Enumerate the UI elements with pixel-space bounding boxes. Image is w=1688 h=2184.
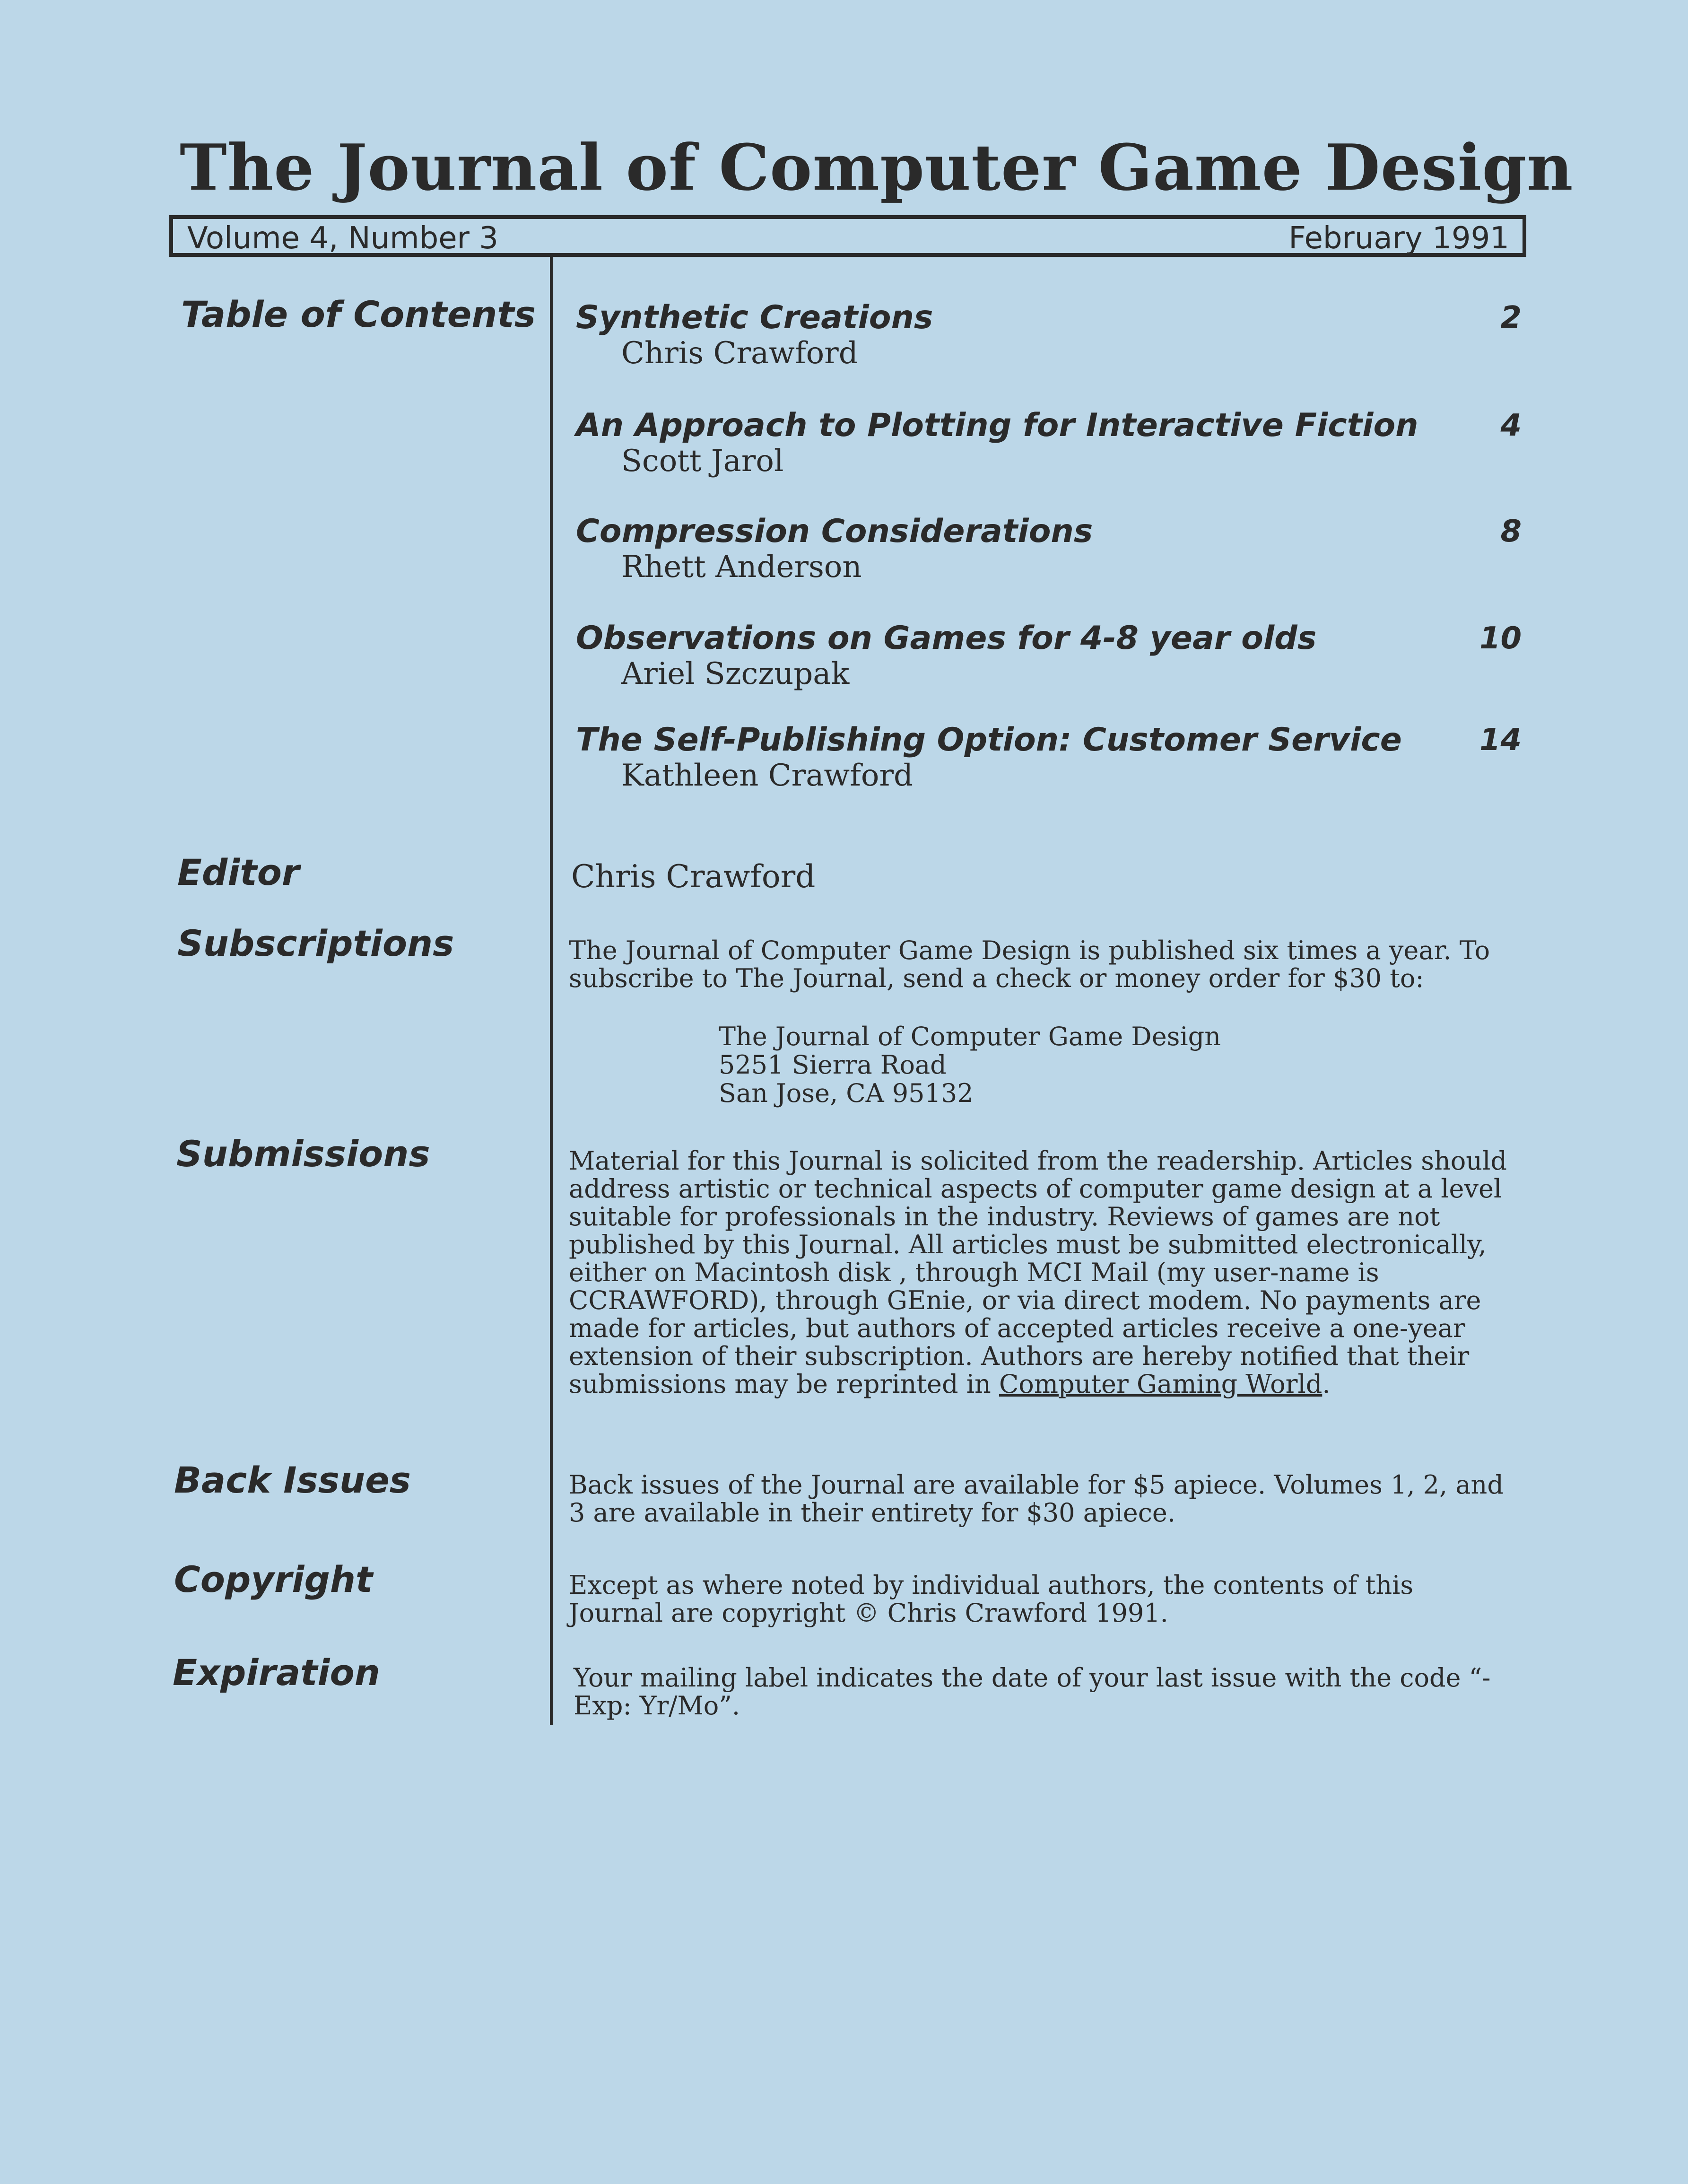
toc-entry-title: The Self-Publishing Option: Customer Service [576,721,1402,759]
toc-entry-page: 14 [1479,723,1522,758]
subscriptions-text [569,936,1514,992]
editor-label: Editor [177,851,300,893]
publication-name: Computer Gaming World [999,1369,1323,1399]
toc-label: Table of Contents [181,293,536,335]
submissions-body: Material for this Journal is solicited from the readership. Articles should address artistic or technical aspects of computer game design at a level suitable for professionals in the industry. Reviews of games are not published by this Journal. All articles must be submitted electronically, either on Macintosh disk , through MCI Mail (my user-name is CCRAWFORD), through GEnie, or via direct modem. No payments are made for articles, but authors of accepted articles receive a one-year extension of their subscription. Authors are hereby notified that their submissions may be reprinted in [569,1146,1507,1399]
toc-entry-title: Compression Considerations [576,513,1093,550]
toc-entry-author: Rhett Anderson [621,550,862,585]
editor-name: Chris Crawford [571,858,816,895]
expiration-paragraph: Your mailing label indicates the date of your last issue with the code “-Exp: Yr/Mo”. [574,1663,1491,1721]
expiration-text [574,1664,1519,1720]
back-issues-label: Back Issues [174,1459,411,1501]
copyright-paragraph: Except as where noted by individual authors, the contents of this Journal are copyright © Chris Crawford 1991. [569,1570,1414,1628]
issue-volume: Volume 4, Number 3 [187,221,498,256]
submissions-end: . [1322,1369,1331,1399]
toc-entry-page: 2 [1500,300,1522,335]
toc-entry-title: Synthetic Creations [576,299,933,336]
toc-entry-author: Scott Jarol [621,444,784,479]
toc-entry [576,407,1522,478]
copyright-label: Copyright [174,1558,373,1600]
submissions-label: Submissions [176,1133,430,1175]
masthead-title: The Journal of Computer Game Design [180,130,1574,205]
issue-bar [169,215,1526,257]
toc-entry [576,513,1522,584]
back-issues-paragraph: Back issues of the Journal are available for $5 apiece. Volumes 1, 2, and 3 are available in their entirety for $30 apiece. [569,1470,1504,1528]
toc-entry-author: Ariel Szczupak [621,656,850,691]
toc-entry-page: 10 [1479,621,1522,656]
issue-date: February 1991 [1288,221,1509,256]
toc-entry-author: Chris Crawford [621,336,858,371]
subscriptions-paragraph: The Journal of Computer Game Design is published six times a year. To subscribe to The Journal, send a check or money order for $30 to: [569,935,1490,993]
toc-entry-title: An Approach to Plotting for Interactive Fiction [576,407,1418,444]
toc-entry-page: 4 [1500,408,1522,443]
toc-entry-page: 8 [1500,514,1522,549]
toc-entry-title: Observations on Games for 4-8 year olds [576,620,1317,657]
toc-entry [576,722,1522,793]
column-divider [550,257,553,1725]
toc-entry-author: Kathleen Crawford [621,758,913,793]
address-line: San Jose, CA 95132 [719,1078,974,1108]
submissions-paragraph [569,1147,1514,1398]
mailing-address [719,1022,1221,1108]
copyright-text [569,1571,1514,1627]
toc-entry [576,620,1522,691]
address-line: 5251 Sierra Road [719,1050,947,1080]
back-issues-text [569,1471,1514,1527]
address-line: The Journal of Computer Game Design [719,1022,1221,1051]
toc-entry [576,299,1522,370]
subscriptions-label: Subscriptions [177,922,454,964]
expiration-label: Expiration [173,1651,380,1694]
submissions-text [569,1147,1514,1398]
